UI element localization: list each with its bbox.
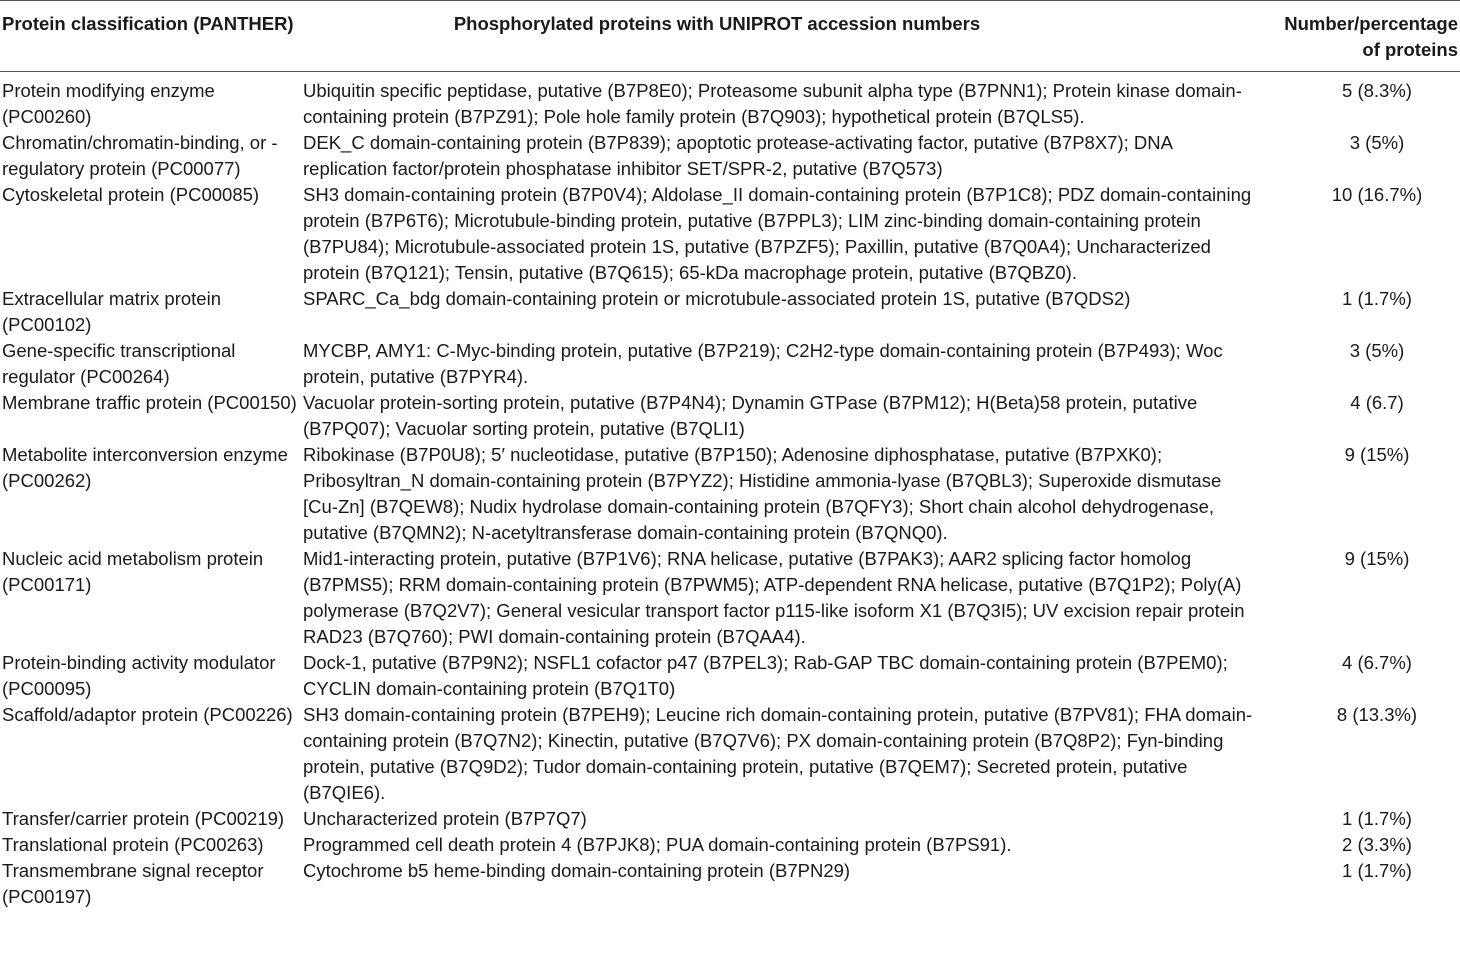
proteins-cell: Ubiquitin specific peptidase, putative (B7P8E0); Proteasome subunit alpha type (B7PNN1); Protein kinase domain-containing protein (B7PZ91); Pole hole family protein (B7Q903); hypothetical protein (B7QLS5). <box>303 80 1242 127</box>
proteins-cell: Mid1-interacting protein, putative (B7P1V6); RNA helicase, putative (B7PAK3); AAR2 splicing factor homolog (B7PMS5); RRM domain-containing protein (B7PWM5); ATP-dependent RNA helicase, putative (B7Q1P2); Poly(A) polymerase (B7Q2V7); General vesicular transport factor p115-like isoform X1 (B7Q3I5); UV excision repair protein RAD23 (B7Q760); PWI domain-containing protein (B7QAA4). <box>303 548 1245 647</box>
proteins-cell: Programmed cell death protein 4 (B7PJK8); PUA domain-containing protein (B7PS91). <box>303 834 1012 855</box>
classification-cell: Gene-specific transcriptional regulator (PC00264) <box>2 340 236 387</box>
header-row <box>0 1 1460 72</box>
classification-cell: Transmembrane signal receptor (PC00197) <box>2 860 264 907</box>
count-cell: 10 (16.7%) <box>1331 184 1423 205</box>
proteins-cell: Ribokinase (B7P0U8); 5′ nucleotidase, putative (B7P150); Adenosine diphosphatase, putative (B7PXK0); Pribosyltran_N domain-containing protein (B7PYZ2); Histidine ammonia-lyase (B7QBL3); Superoxide dismutase [Cu-Zn] (B7QEW8); Nudix hydrolase domain-containing protein (B7QFY3); Short chain alcohol dehydrogenase, putative (B7QMN2); N-acetyltransferase domain-containing protein (B7QNQ0). <box>303 444 1222 543</box>
classification-cell: Cytoskeletal protein (PC00085) <box>2 184 260 205</box>
proteins-cell: Cytochrome b5 heme-binding domain-containing protein (B7PN29) <box>303 860 851 881</box>
count-cell: 4 (6.7%) <box>1342 652 1412 673</box>
table-row <box>0 182 1460 286</box>
count-cell: 1 (1.7%) <box>1342 288 1412 309</box>
count-cell: 1 (1.7%) <box>1342 808 1412 829</box>
count-cell: 1 (1.7%) <box>1342 860 1412 881</box>
count-cell: 4 (6.7) <box>1350 392 1404 413</box>
count-cell: 9 (15%) <box>1344 548 1410 569</box>
header-count: Number/percentage of proteins <box>1262 1 1460 72</box>
classification-cell: Membrane traffic protein (PC00150) <box>2 392 297 413</box>
count-cell: 3 (5%) <box>1349 340 1405 361</box>
proteins-cell: Dock-1, putative (B7P9N2); NSFL1 cofactor p47 (B7PEL3); Rab-GAP TBC domain-containing protein (B7PEM0); CYCLIN domain-containing protein (B7Q1T0) <box>303 652 1228 699</box>
proteins-cell: Vacuolar protein-sorting protein, putative (B7P4N4); Dynamin GTPase (B7PM12); H(Beta)58 protein, putative (B7PQ07); Vacuolar sorting protein, putative (B7QLI1) <box>303 392 1198 439</box>
table-row <box>0 72 1460 131</box>
header-proteins: Phosphorylated proteins with UNIPROT accession numbers <box>302 1 1262 72</box>
classification-cell: Protein-binding activity modulator (PC00095) <box>2 652 276 699</box>
proteins-cell: Uncharacterized protein (B7P7Q7) <box>303 808 587 829</box>
table-row <box>0 546 1460 650</box>
table-row <box>0 390 1460 442</box>
table-row <box>0 286 1460 338</box>
proteins-cell: MYCBP, AMY1: C-Myc-binding protein, putative (B7P219); C2H2-type domain-containing protein (B7P493); Woc protein, putative (B7PYR4). <box>303 340 1223 387</box>
classification-cell: Protein modifying enzyme (PC00260) <box>2 80 215 127</box>
table-row <box>0 442 1460 546</box>
classification-cell: Chromatin/chromatin-binding, or -regulatory protein (PC00077) <box>2 132 278 179</box>
classification-cell: Translational protein (PC00263) <box>2 834 264 855</box>
table-row <box>0 858 1460 910</box>
proteins-cell: SH3 domain-containing protein (B7P0V4); Aldolase_II domain-containing protein (B7P1C8); PDZ domain-containing protein (B7P6T6); Microtubule-binding protein, putative (B7PPL3); LIM zinc-binding domain-containing protein (B7PU84); Microtubule-associated protein 1S, putative (B7PZF5); Paxillin, putative (B7Q0A4); Uncharacterized protein (B7Q121); Tensin, putative (B7Q615); 65-kDa macrophage protein, putative (B7QBZ0). <box>303 184 1252 283</box>
table-row <box>0 832 1460 858</box>
table-row <box>0 130 1460 182</box>
count-cell: 2 (3.3%) <box>1342 834 1412 855</box>
classification-cell: Scaffold/adaptor protein (PC00226) <box>2 704 293 725</box>
count-cell: 3 (5%) <box>1349 132 1405 153</box>
count-cell: 9 (15%) <box>1344 444 1410 465</box>
proteins-cell: DEK_C domain-containing protein (B7P839); apoptotic protease-activating factor, putative (B7P8X7); DNA replication factor/protein phosphatase inhibitor SET/SPR-2, putative (B7Q573) <box>303 132 1172 179</box>
classification-cell: Nucleic acid metabolism protein (PC00171) <box>2 548 264 595</box>
proteins-cell: SPARC_Ca_bdg domain-containing protein or microtubule-associated protein 1S, putative (B7QDS2) <box>303 288 1131 309</box>
proteins-cell: SH3 domain-containing protein (B7PEH9); Leucine rich domain-containing protein, putative (B7PV81); FHA domain-containing protein (B7Q7N2); Kinectin, putative (B7Q7V6); PX domain-containing protein (B7Q8P2); Fyn-binding protein, putative (B7Q9D2); Tudor domain-containing protein, putative (B7QEM7); Secreted protein, putative (B7QIE6). <box>303 704 1253 803</box>
header-classification: Protein classification (PANTHER) <box>0 1 302 72</box>
table-row <box>0 650 1460 702</box>
classification-cell: Extracellular matrix protein (PC00102) <box>2 288 221 335</box>
classification-cell: Metabolite interconversion enzyme (PC00262) <box>2 444 288 491</box>
classification-cell: Transfer/carrier protein (PC00219) <box>2 808 285 829</box>
count-cell: 8 (13.3%) <box>1336 704 1418 725</box>
table-row <box>0 806 1460 832</box>
count-cell: 5 (8.3%) <box>1342 80 1412 101</box>
table-row <box>0 338 1460 390</box>
table-row <box>0 702 1460 806</box>
